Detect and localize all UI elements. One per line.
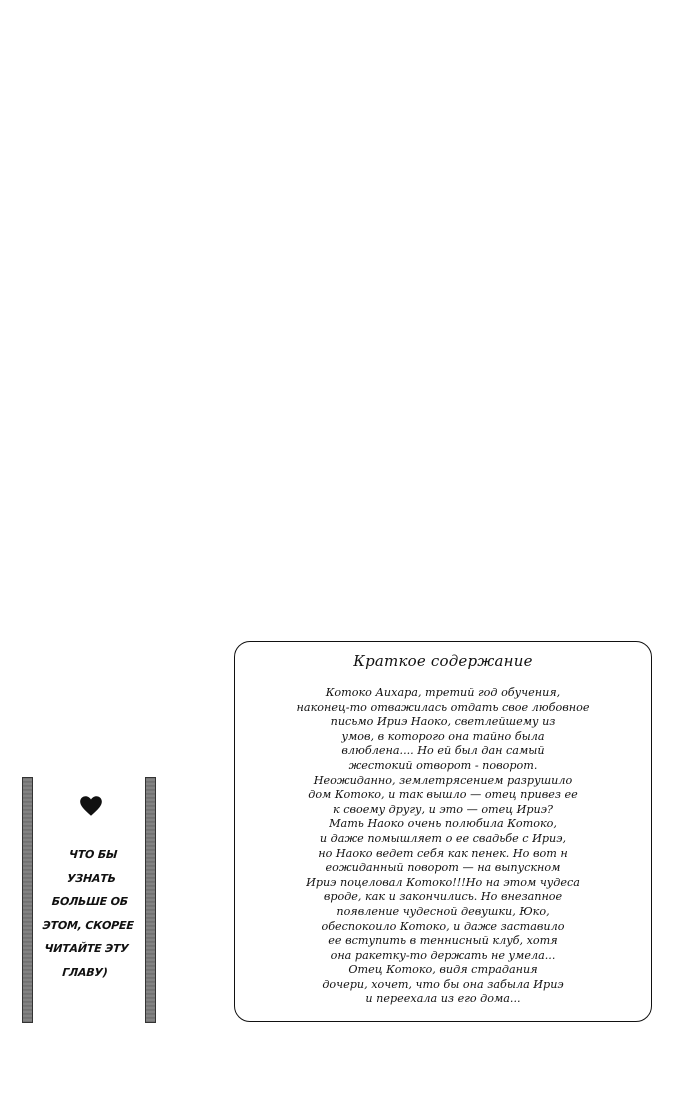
teaser-text: [31, 843, 147, 984]
teaser-line: БОЛЬШЕ ОБ: [51, 895, 129, 908]
summary-line: к своему другу, и это — отец Ириэ?: [332, 802, 554, 816]
teaser-line: УЗНАТЬ: [66, 871, 117, 885]
summary-title: Краткое содержание: [353, 652, 533, 670]
summary-line: дочери, хочет, что бы она забыла Ириэ: [322, 977, 564, 991]
left-decorative-bar: [22, 777, 33, 1023]
teaser-line: ЭТОМ, СКОРЕЕ: [42, 918, 135, 932]
summary-line: появление чудесной девушки, Юко,: [336, 904, 550, 918]
teaser-line: ГЛАВУ): [61, 965, 109, 979]
teaser-line: ЧТО БЫ: [68, 848, 118, 861]
summary-line: влюблена.... Но ей был дан самый: [341, 744, 545, 758]
summary-line: Неожиданно, землетрясением разрушило: [313, 773, 573, 787]
summary-line: ее вступить в теннисный клуб, хотя: [328, 934, 558, 948]
summary-line: Отец Котоко, видя страдания: [348, 963, 538, 977]
summary-line: еожиданный поворот — на выпускном: [325, 861, 561, 875]
summary-line: но Наоко ведет себя как пенек. Но вот н: [318, 846, 568, 860]
summary-line: письмо Ириэ Наоко, светлейшему из: [330, 715, 556, 729]
summary-line: дом Котоко, и так вышло — отец привез ее: [308, 788, 578, 802]
summary-box: [234, 641, 652, 1022]
side-note-panel: [22, 777, 157, 1023]
heart-icon: [78, 793, 104, 819]
summary-line: Котоко Аихара, третий год обучения,: [325, 686, 561, 699]
summary-line: она ракетку-то держать не умела...: [330, 948, 556, 962]
right-decorative-bar: [145, 777, 156, 1023]
summary-line: Мать Наоко очень полюбила Котоко,: [329, 817, 557, 831]
summary-line: жестокий отворот - поворот.: [348, 758, 538, 772]
summary-line: и переехала из его дома...: [365, 992, 521, 1006]
summary-text: [243, 686, 643, 1007]
summary-line: вроде, как и закончились. Но внезапное: [323, 890, 563, 904]
summary-line: умов, в которого она тайно была: [341, 729, 545, 743]
summary-line: Ириэ поцеловал Котоко!!!Но на этом чудеса: [306, 875, 580, 889]
teaser-line: ЧИТАЙТЕ ЭТУ: [44, 942, 130, 955]
summary-line: обеспокоило Котоко, и даже заставило: [321, 919, 565, 933]
summary-line: и даже помышляет о ее свадьбе с Ириэ,: [319, 831, 567, 845]
summary-line: наконец-то отважилась отдать свое любовное: [296, 700, 590, 714]
